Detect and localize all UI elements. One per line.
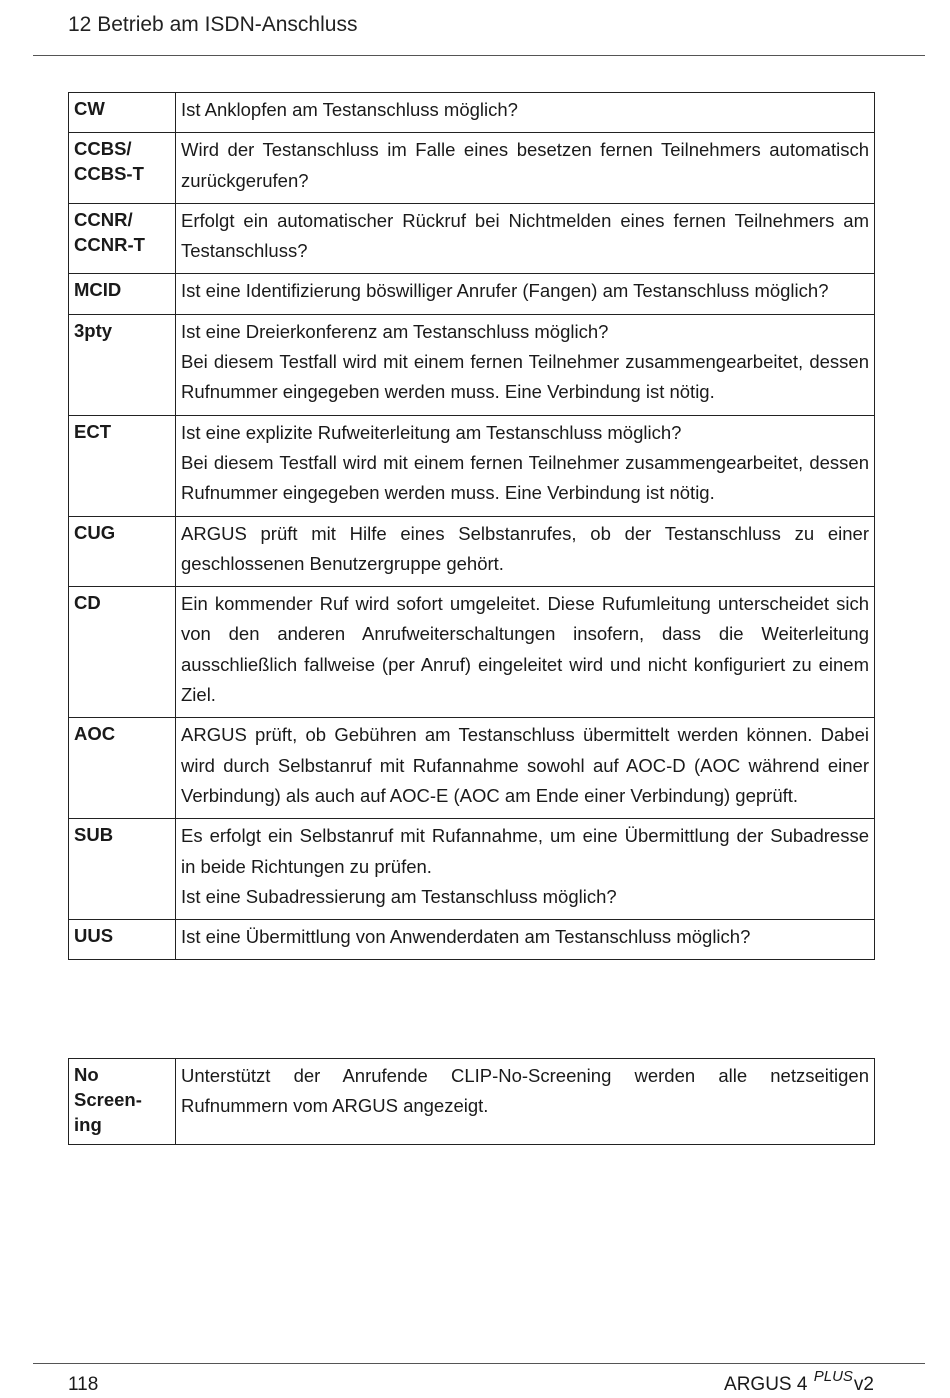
description-paragraph: ARGUS prüft, ob Gebühren am Testanschluss übermittelt werden können. Dabei wird durch Selbstanruf mit Rufannahme sowohl auf AOC-D (AOC während einer Verbindung) als auch auf AOC-E (AOC am Ende einer Verbindung) geprüft. — [181, 724, 869, 806]
table-row — [69, 415, 875, 516]
chapter-title: 12 Betrieb am ISDN-Anschluss — [68, 13, 358, 36]
table-row — [69, 920, 875, 960]
service-definitions-table — [68, 92, 875, 960]
description-cell — [176, 314, 875, 415]
term-cell: CCBS/ CCBS-T — [69, 133, 176, 204]
table-row — [69, 819, 875, 920]
description-cell — [176, 587, 875, 718]
description-cell — [176, 133, 875, 204]
description-paragraph: Bei diesem Testfall wird mit einem fernen Teilnehmer zusammengearbeitet, dessen Rufnummer eingegeben werden muss. Eine Verbindung ist nötig. — [181, 351, 869, 403]
description-paragraph: Ist eine explizite Rufweiterleitung am Testanschluss möglich? — [181, 421, 682, 443]
term-cell: No Screen- ing — [69, 1059, 176, 1145]
table-row — [69, 587, 875, 718]
product-name-base: ARGUS 4 — [724, 1374, 808, 1395]
description-paragraph: ARGUS prüft mit Hilfe eines Selbstanrufes, ob der Testanschluss zu einer geschlossenen Benutzergruppe gehört. — [181, 522, 869, 574]
footer-divider — [33, 1363, 925, 1364]
description-paragraph: Ist eine Identifizierung böswilliger Anrufer (Fangen) am Testanschluss möglich? — [181, 280, 829, 302]
description-paragraph: Ein kommender Ruf wird sofort umgeleitet. Diese Rufumleitung unterscheidet sich von den anderen Anrufweiterschaltungen insofern, dass die Weiterleitung ausschließlich fallweise (per Anruf) eingeleitet wird und nicht konfiguriert zu einem Ziel. — [181, 593, 869, 706]
table-row — [69, 274, 875, 314]
description-paragraph: Erfolgt ein automatischer Rückruf bei Nichtmelden eines fernen Teilnehmers am Testanschluss? — [181, 209, 869, 262]
description-cell — [176, 819, 875, 920]
product-name — [724, 1368, 874, 1396]
page-number: 118 — [68, 1374, 99, 1395]
no-screening-table — [68, 1058, 875, 1145]
term-cell: CW — [69, 93, 176, 133]
term-cell: MCID — [69, 274, 176, 314]
table-row — [69, 516, 875, 587]
table-row — [69, 133, 875, 204]
description-cell — [176, 920, 875, 960]
term-cell: CD — [69, 587, 176, 718]
description-paragraph: Ist eine Subadressierung am Testanschluss möglich? — [181, 885, 617, 907]
term-cell: CCNR/ CCNR-T — [69, 203, 176, 274]
description-cell — [176, 274, 875, 314]
description-cell — [176, 718, 875, 819]
product-name-superscript: PLUS — [813, 1368, 853, 1385]
table-row — [69, 1059, 875, 1145]
term-cell: CUG — [69, 516, 176, 587]
table-row — [69, 203, 875, 274]
term-cell: ECT — [69, 415, 176, 516]
table-row — [69, 314, 875, 415]
description-cell — [176, 203, 875, 274]
description-paragraph: Es erfolgt ein Selbstanruf mit Rufannahme, um eine Übermittlung der Subadresse in beide Richtungen zu prüfen. — [181, 825, 869, 877]
description-cell — [176, 1059, 875, 1145]
term-cell: UUS — [69, 920, 176, 960]
term-cell: SUB — [69, 819, 176, 920]
table-row — [69, 93, 875, 133]
description-paragraph: Ist eine Übermittlung von Anwenderdaten am Testanschluss möglich? — [181, 926, 751, 948]
header-divider — [33, 55, 925, 56]
description-paragraph: Bei diesem Testfall wird mit einem fernen Teilnehmer zusammengearbeitet, dessen Rufnummer eingegeben werden muss. Eine Verbindung ist nötig. — [181, 451, 869, 504]
description-cell — [176, 516, 875, 587]
description-paragraph: Ist Anklopfen am Testanschluss möglich? — [181, 99, 518, 120]
description-paragraph: Unterstützt der Anrufende CLIP-No-Screening werden alle netzseitigen Rufnummern vom ARGUS angezeigt. — [181, 1065, 869, 1117]
term-cell: 3pty — [69, 314, 176, 415]
table-row — [69, 718, 875, 819]
description-paragraph: Wird der Testanschluss im Falle eines besetzen fernen Teilnehmers automatisch zurückgerufen? — [181, 139, 869, 191]
term-cell: AOC — [69, 718, 176, 819]
product-name-suffix: v2 — [853, 1374, 874, 1395]
description-paragraph: Ist eine Dreierkonferenz am Testanschluss möglich? — [181, 320, 609, 342]
description-cell — [176, 415, 875, 516]
description-cell — [176, 93, 875, 133]
